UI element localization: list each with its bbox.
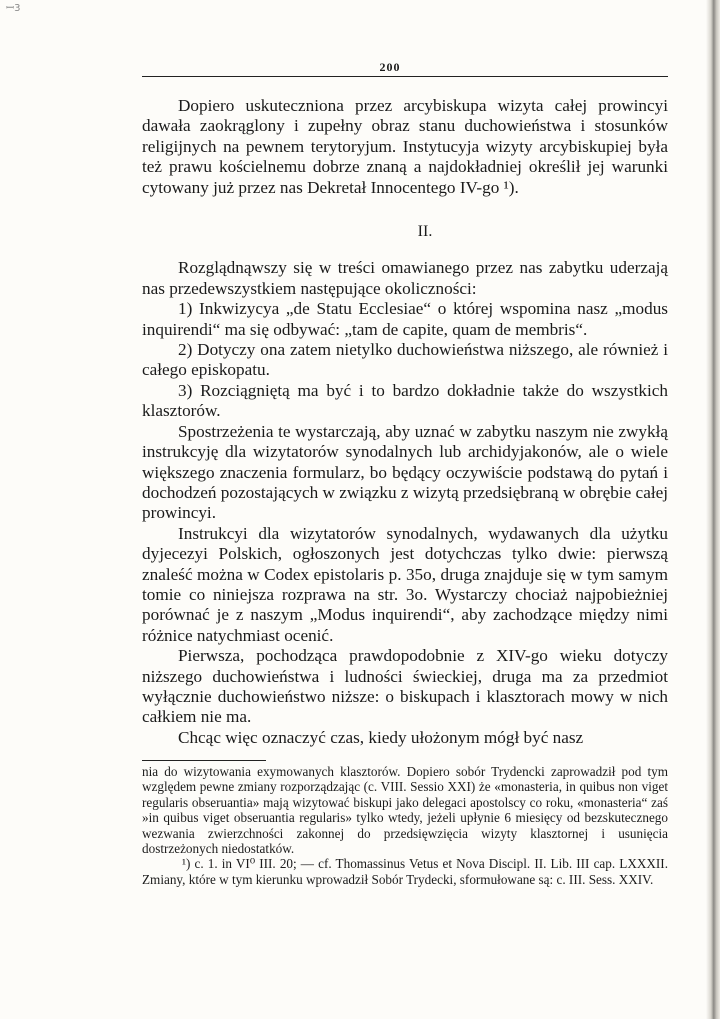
paragraph: Spostrzeżenia te wystarczają, aby uznać w zabytku naszym nie zwykłą instrukcyję dla wizytatorów synodalnych lub archidyjakonów, ale o wiele większego znaczenia formularz, bo będący oczywiście podstawą do pytań i dochodzeń pozostających w związku z wizytą przedsiębraną w obrębie całej prowincyi. — [142, 421, 668, 523]
corner-mark: ꟷ3 — [6, 3, 21, 14]
paragraph: Rozglądnąwszy się w treści omawianego przez nas zabytku uderzają nas przedewszystkiem następujące okoliczności: — [142, 258, 668, 298]
paragraph: Chcąc więc oznaczyć czas, kiedy ułożonym mógł być nasz — [178, 727, 584, 747]
footnote-rule — [142, 760, 266, 761]
list-item: 2) Dotyczy ona zatem nietylko duchowieństwa niższego, ale również i całego episkopatu. — [142, 340, 668, 380]
list-item: 3) Rozciągniętą ma być i to bardzo dokładnie także do wszystkich klasztorów. — [142, 380, 668, 421]
paragraph: Instrukcyi dla wizytatorów synodalnych, wydawanych dla użytku dyjecezyi Polskich, ogłoszonych jest dotychczas tylko dwie: pierwszą znaleść można w Codex epistolaris p. 35o, druga znajduje się w tym samym tomie co niniejsza rozprawa na str. 3o. Wystarczy chociaż najpobieżniej porównać je z naszym „Modus inquirendi“, aby zachodzące między nimi różnice natychmiast ocenić. — [142, 523, 668, 645]
footnote: ¹) c. 1. in VI⁰ III. 20; — cf. Thomassinus Vetus et Nova Discipl. II. Lib. III cap. LXXXII. Zmiany, które w tym kierunku wprowadził Sobór Trydecki, sformułowane są: c. III. Sess. XXIV. — [142, 856, 668, 887]
footnotes — [142, 764, 668, 887]
page-number: 200 — [379, 60, 401, 74]
page-edge-shadow — [706, 0, 720, 1019]
main-text — [142, 96, 668, 748]
paragraph: Pierwsza, pochodząca prawdopodobnie z XIV-go wieku dotyczy niższego duchowieństwa i ludności świeckiej, druga ma za przedmiot wyłącznie duchowieństwo niższe: o biskupach i klasztorach mowy w nich całkiem nie ma. — [142, 646, 668, 727]
section-heading: II. — [417, 223, 433, 241]
header-rule — [142, 76, 668, 77]
list-item: 1) Inkwizycya „de Statu Ecclesiae“ o której wspomina nasz „modus inquirendi“ ma się odbywać: „tam de capite, quam de membris“. — [142, 299, 668, 339]
paragraph: Dopiero uskuteczniona przez arcybiskupa wizyta całej prowincyi dawała zaokrąglony i zupełny obraz stanu duchowieństwa i stosunków religijnych na pewnem terytoryjum. Instytucyja wizyty arcybiskupiej była też prawu kościelnemu dobrze znaną a najdokładniej określił jej warunki cytowany już przez nas Dekretał Innocentego IV-go ¹). — [142, 96, 668, 197]
footnote-continuation: nia do wizytowania exymowanych klasztorów. Dopiero sobór Trydencki zaprowadził pod tym względem pewne zmiany rozporządzając (c. VIII. Sessio XXI) że «monasteria, in quibus non viget regularis obseruantia» mają wizytować biskupi jako delegaci apostolscy co roku, «monasteria“ zaś »in quibus viget obseruantia regularis» tylko wtedy, jeżeli upłynie 6 miesięcy od bezskutecznego wezwania zwierzchności zakonnej do przedsięwzięcia wizyty klasztornej i usunięcia dostrzeżonych niedostatków. — [142, 764, 668, 857]
